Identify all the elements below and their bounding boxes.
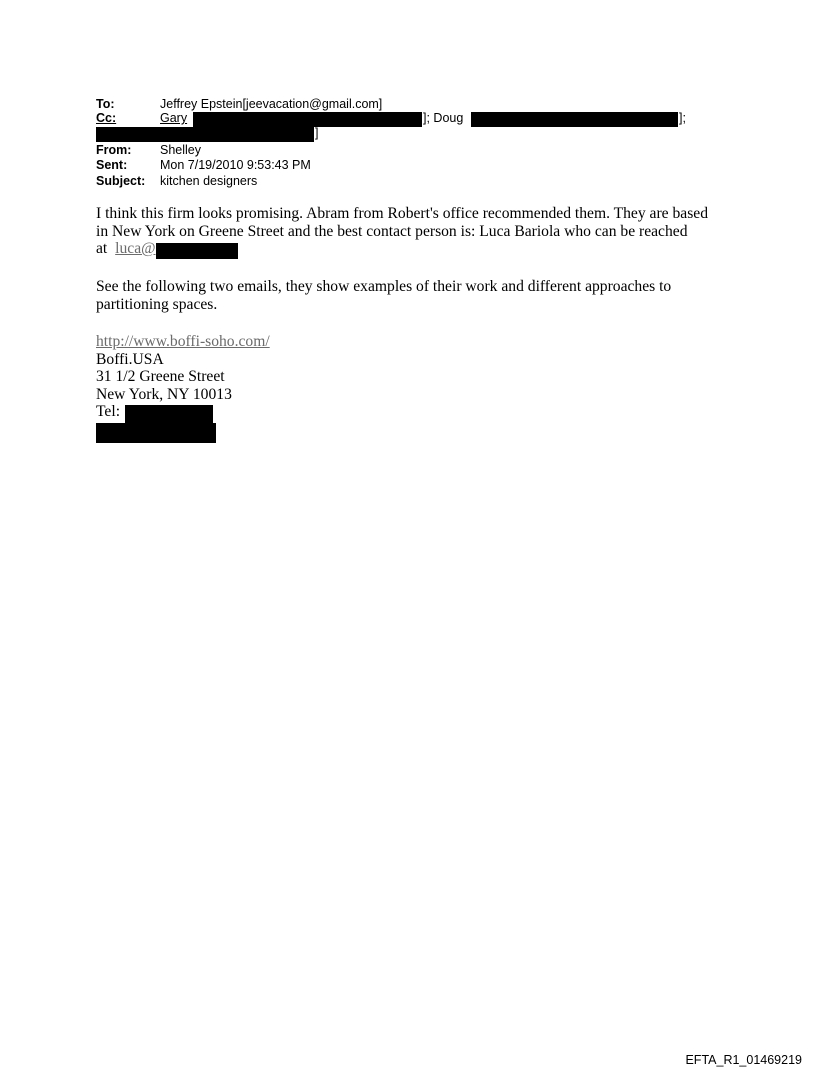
address-line-1: 31 1/2 Greene Street xyxy=(96,368,225,385)
subject-value: kitchen designers xyxy=(160,174,258,188)
redaction-box xyxy=(96,127,314,142)
body-at-prefix: at xyxy=(96,240,112,257)
to-label: To: xyxy=(96,97,115,111)
redaction-box xyxy=(156,243,238,259)
document-id: EFTA_R1_01469219 xyxy=(685,1053,802,1067)
website-link[interactable]: http://www.boffi-soho.com/ xyxy=(96,333,270,350)
email-link[interactable]: luca@ xyxy=(115,240,156,257)
website-link-row xyxy=(96,333,736,351)
redaction-box xyxy=(125,405,213,423)
body-line: partitioning spaces. xyxy=(96,295,218,313)
to-value: Jeffrey Epstein[jeevacation@gmail.com] xyxy=(160,97,383,111)
cc-separator: ]; Doug xyxy=(423,111,464,125)
redaction-box xyxy=(193,112,422,127)
redaction-box xyxy=(471,112,678,127)
cc-close-bracket: ] xyxy=(315,126,319,140)
subject-label: Subject: xyxy=(96,174,146,188)
tel-label: Tel: xyxy=(96,403,121,420)
body-line: I think this firm looks promising. Abram from Robert's office recommended them. They are based xyxy=(96,205,708,222)
redaction-box xyxy=(96,423,216,443)
address-line-2: New York, NY 10013 xyxy=(96,385,232,403)
from-label: From: xyxy=(96,143,132,157)
body-paragraph-2 xyxy=(96,278,736,313)
body-line: See the following two emails, they show examples of their work and different approaches to xyxy=(96,278,672,295)
company-name: Boffi.USA xyxy=(96,350,164,368)
body-line: in New York on Greene Street and the best contact person is: Luca Bariola who can be reached xyxy=(96,222,688,240)
sent-value: Mon 7/19/2010 9:53:43 PM xyxy=(160,158,311,172)
from-value: Shelley xyxy=(160,143,201,157)
sent-label: Sent: xyxy=(96,158,128,172)
cc-label: Cc: xyxy=(96,111,117,125)
cc-end: ]; xyxy=(679,111,686,125)
cc-name-gary: Gary xyxy=(160,111,188,125)
